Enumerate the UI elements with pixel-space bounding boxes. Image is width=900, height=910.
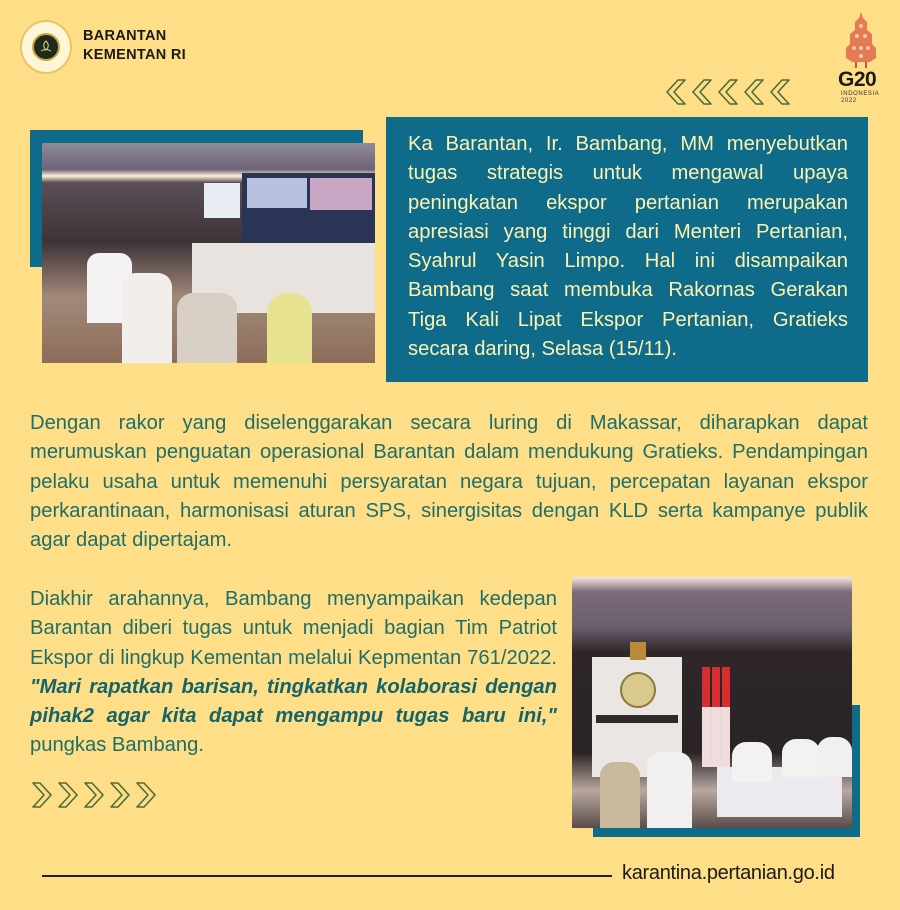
- website-url[interactable]: karantina.pertanian.go.id: [622, 862, 835, 884]
- chevron-left-icon: [664, 78, 688, 106]
- chevron-left-icon: [716, 78, 740, 106]
- bambang-quote: "Mari rapatkan barisan, tingkatkan kolaborasi dengan pihak2 agar kita dapat mengampu tugas baru ini,": [30, 675, 557, 728]
- g20-logo: [832, 10, 890, 105]
- chevron-right-icon: [134, 781, 158, 809]
- paragraph-3-intro: Diakhir arahannya, Bambang menyampaikan kedepan Barantan diberi tugas untuk menjadi bagian Tim Patriot Ekspor di lingkup Kementan melalui Kepmentan 761/2022.: [30, 588, 557, 669]
- g20-gate-icon: [832, 10, 890, 70]
- meeting-photo-panel: [572, 577, 852, 828]
- paragraph-3-outro: pungkas Bambang.: [30, 734, 204, 757]
- barantan-logo: [20, 20, 72, 74]
- barantan-emblem-icon: [32, 33, 60, 61]
- footer-divider: [42, 875, 612, 877]
- chevron-right-icon: [82, 781, 106, 809]
- g20-title: G20: [838, 68, 877, 91]
- bottom-chevron-decoration: [30, 781, 158, 809]
- article-paragraph-3: [30, 585, 557, 761]
- meeting-photo-videoconference: [42, 143, 375, 363]
- chevron-left-icon: [742, 78, 766, 106]
- highlight-text-box: [386, 117, 868, 382]
- chevron-right-icon: [56, 781, 80, 809]
- brand-name: [83, 27, 186, 65]
- chevron-right-icon: [30, 781, 54, 809]
- chevron-right-icon: [108, 781, 132, 809]
- top-chevron-decoration: [664, 78, 792, 106]
- chevron-left-icon: [690, 78, 714, 106]
- g20-subtitle: INDONESIA 2022: [841, 91, 880, 104]
- brand-line2: KEMENTAN RI: [83, 47, 186, 63]
- article-paragraph-2: Dengan rakor yang diselenggarakan secara luring di Makassar, diharapkan dapat merumuskan penguatan operasional Barantan dalam mendukung Gratieks. Pendampingan pelaku usaha untuk memenuhi persyaratan negara tujuan, percepatan layanan ekspor perkarantinaan, harmonisasi aturan SPS, sinergisitas dengan KLD serta kampanye publik agar dapat dipertajam.: [30, 412, 868, 552]
- chevron-left-icon: [768, 78, 792, 106]
- brand-line1: BARANTAN: [83, 28, 167, 44]
- highlight-text: Ka Barantan, Ir. Bambang, MM menyebutkan tugas strategis untuk mengawal upaya peningkatan ekspor pertanian merupakan apresiasi yang tinggi dari Menteri Pertanian, Syahrul Yasin Limpo. Hal ini disampaikan Bambang saat membuka Rakornas Gerakan Tiga Kali Lipat Ekspor Pertanian, Gratieks secara daring, Selasa (15/11).: [408, 133, 848, 361]
